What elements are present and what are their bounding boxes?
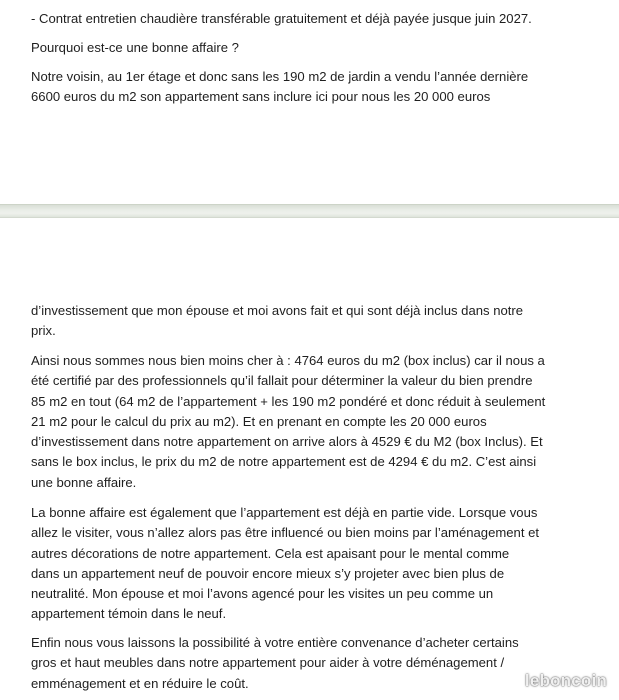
paragraph-price-calculation: Ainsi nous sommes nous bien moins cher à : 4764 euros du m2 (box inclus) car il nous a été certifié par des professionnels qu’il fallait pour déterminer la valeur du bien prendre 85 m2 en tout (64 m2 de l’appartement + les 190 m2 pondéré et donc réduit à seulement 21 m2 pour le calcul du prix au m2). Et en prenant en compte les 20 000 euros d’investissement dans notre appartement on arrive alors à 4529 € du M2 (box Inclus). Et sans le box inclus, le prix du m2 de notre appartement est de 4294 € du m2. C’est ainsi une bonne affaire. [31,353,546,490]
paragraph-investment: d’investissement que mon épouse et moi avons fait et qui sont déjà inclus dans notre prix. [31,303,524,339]
paragraph-neighbor-sale: Notre voisin, au 1er étage et donc sans les 190 m2 de jardin a vendu l’année dernière 6600 euros du m2 son appartement sans inclure ici pour nous les 20 000 euros [31,69,529,105]
leboncoin-watermark: leboncoin [524,671,607,690]
paragraph-furniture-offer: Enfin nous vous laissons la possibilité à votre entière convenance d’acheter certains gros et haut meubles dans notre appartement pour aider à votre déménagement / emménagement et en réduire le coût. [31,635,519,691]
document-page-bottom [0,218,619,700]
paragraph-why-good-deal: Pourquoi est-ce une bonne affaire ? [31,40,239,55]
paragraph-empty-apartment: La bonne affaire est également que l’appartement est déjà en partie vide. Lorsque vous allez le visiter, vous n’allez alors pas être influencé ou bien moins par l’aménagement et autres décorations de notre appartement. Cela est apaisant pour le mental comme dans un appartement neuf de pouvoir encore mieux s’y projeter avec bien plus de neutralité. Mon épouse et moi l’avons agencé pour les visites un peu comme un appartement témoin dans le neuf. [31,505,540,622]
document-page-top [0,0,619,204]
page-separator [0,204,619,218]
paragraph-boiler-contract: - Contrat entretien chaudière transférable gratuitement et déjà payée jusque juin 2027. [31,11,532,26]
